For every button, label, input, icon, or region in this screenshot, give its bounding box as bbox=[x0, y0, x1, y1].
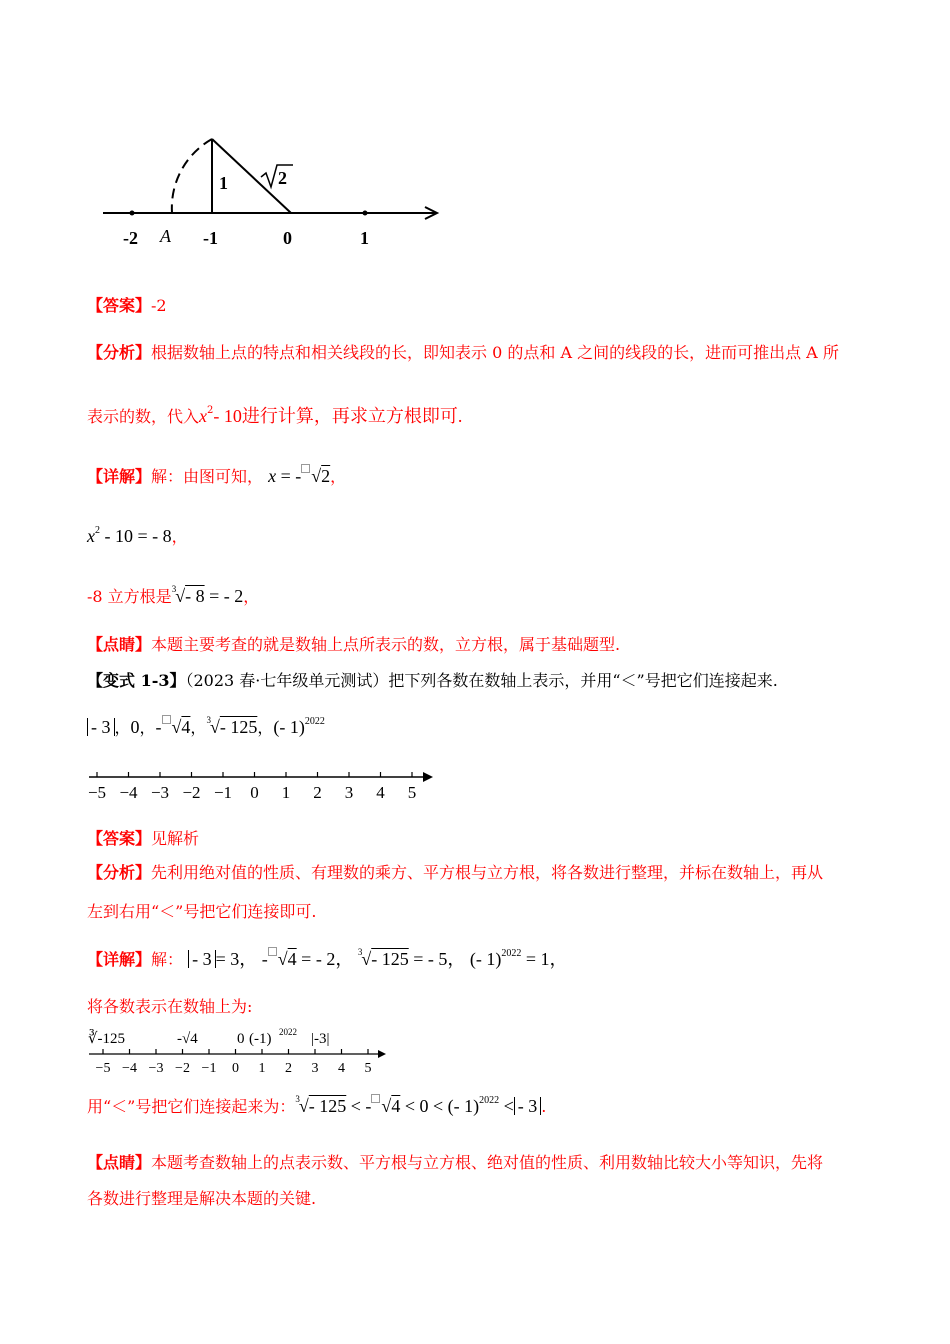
label-abs-neg3: |-3| bbox=[311, 1031, 330, 1047]
axis1-tick-label: 3 bbox=[344, 783, 354, 802]
analysis-1-line2: 表示的数，代入$x^2-$ 10进行计算，再求立方根即可. bbox=[87, 405, 463, 426]
label-neg-sqrt4: -√4 bbox=[177, 1031, 198, 1047]
tick-0: 0 bbox=[283, 228, 292, 248]
number-axis-blank bbox=[85, 765, 445, 805]
label-pow-exp: 2022 bbox=[279, 1027, 297, 1037]
axis1-tick-label: −2 bbox=[182, 783, 201, 802]
axis2-tick-label: −3 bbox=[148, 1061, 164, 1076]
comment-2-line1: 【点睛】本题考查数轴上的点表示数、平方根与立方根、绝对值的性质、利用数轴比较大小等知识，先将 bbox=[87, 1153, 824, 1172]
axis2-tick-label: −2 bbox=[175, 1061, 190, 1076]
label-zero: 0 bbox=[237, 1031, 245, 1047]
tick-1: 1 bbox=[360, 228, 369, 248]
axis2-tick-label: −1 bbox=[201, 1061, 217, 1076]
axis2-tick-label: 4 bbox=[338, 1061, 345, 1076]
axis1-tick-label: 5 bbox=[407, 783, 417, 802]
placeholder-box-icon bbox=[371, 1094, 380, 1103]
axis2-tick-label: 5 bbox=[364, 1061, 372, 1076]
placeholder-box-icon bbox=[268, 947, 277, 956]
axis2-tick-label: 0 bbox=[232, 1061, 239, 1076]
chain-result: 用“＜”号把它们连接起来为：$^3$√- 125 < - √4 < 0 < (- 1)$^{2022}$ < - 3 . bbox=[87, 1094, 547, 1116]
variant-heading: 【变式 1-3】（2023 春·七年级单元测试）把下列各数在数轴上表示，并用“＜”号把它们连接起来. bbox=[87, 671, 778, 690]
tick-A: A bbox=[160, 226, 171, 246]
answer-2: 【答案】见解析 bbox=[87, 829, 200, 848]
label-cbrt-neg125: ∛-125 bbox=[88, 1031, 126, 1047]
place-text: 将各数表示在数轴上为: bbox=[87, 997, 253, 1016]
analysis-2-line1: 【分析】先利用绝对值的性质、有理数的乘方、平方根与立方根，将各数进行整理，并标在数轴上，再从 bbox=[87, 863, 824, 882]
label-neg1-pow: (-1) bbox=[249, 1031, 272, 1047]
detail-2: 【详解】解： - 3 = 3， - √4 = - 2， $^3$√- 125 = - 5， (- 1)$^{2022}$ = 1， bbox=[87, 947, 568, 969]
analysis-2-line2: 左到右用“＜”号把它们连接即可. bbox=[87, 902, 317, 921]
figure-number-line-sqrt2 bbox=[95, 125, 455, 255]
hyp-label: 2 bbox=[278, 168, 287, 188]
axis2-tick-label: 2 bbox=[285, 1061, 292, 1076]
axis2-tick-label: 1 bbox=[258, 1061, 266, 1076]
axis2-tick-label: −4 bbox=[122, 1061, 137, 1076]
axis1-tick-label: −5 bbox=[87, 783, 107, 802]
axis2-tick-label: 3 bbox=[311, 1061, 319, 1076]
placeholder-box-icon bbox=[301, 464, 310, 473]
answer-1: 【答案】-2 bbox=[87, 296, 167, 315]
analysis-1-line1: 【分析】根据数轴上点的特点和相关线段的长，即知表示 0 的点和 A 之间的线段的长，进而可推出点 A 所 bbox=[87, 343, 839, 362]
comment-1: 【点睛】本题主要考查的就是数轴上点所表示的数，立方根，属于基础题型. bbox=[87, 635, 621, 654]
step-3: -8 立方根是$^3$√- 8 = - 2， bbox=[87, 584, 260, 606]
axis1-tick-label: 0 bbox=[250, 783, 259, 802]
number-axis-labeled bbox=[85, 1024, 405, 1078]
numbers-list: - 3 ，0，- √4，$^3$√- 125，(- 1)$^{2022}$ bbox=[87, 715, 325, 738]
axis1-tick-label: 4 bbox=[376, 783, 385, 802]
height-label: 1 bbox=[219, 173, 228, 193]
step-2: $x^2 - 10$ = - 8， bbox=[87, 525, 188, 546]
detail-1: 【详解】解：由图可知， x = - √2， bbox=[87, 466, 347, 486]
axis1-tick-label: −3 bbox=[150, 783, 170, 802]
axis1-tick-label: −4 bbox=[119, 783, 138, 802]
axis2-tick-label: −5 bbox=[95, 1061, 111, 1076]
axis1-tick-label: −1 bbox=[213, 783, 233, 802]
axis1-tick-label: 1 bbox=[281, 783, 291, 802]
tick-neg1: -1 bbox=[203, 228, 218, 248]
placeholder-box-icon bbox=[162, 715, 171, 724]
comment-2-line2: 各数进行整理是解决本题的关键. bbox=[87, 1189, 317, 1208]
axis1-tick-label: 2 bbox=[313, 783, 322, 802]
tick-neg2: -2 bbox=[123, 228, 138, 248]
